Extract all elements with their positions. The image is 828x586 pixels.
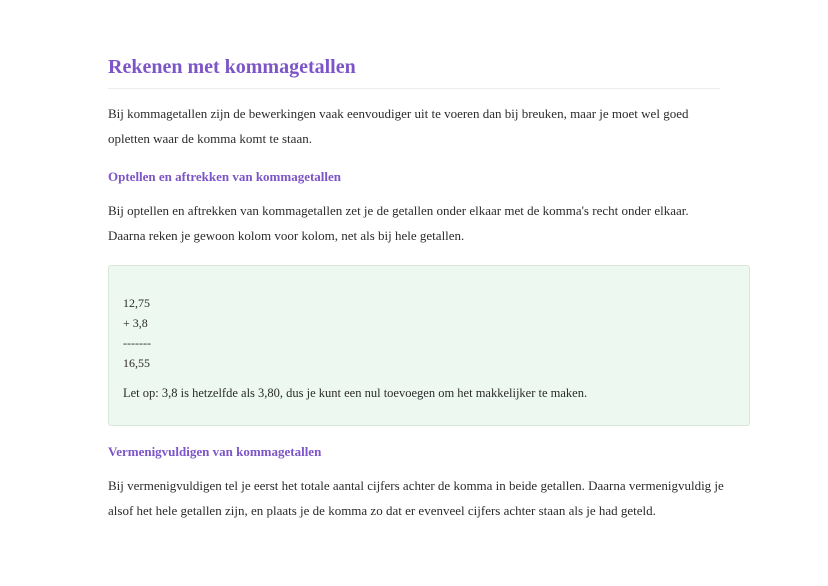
title-divider [108, 88, 720, 89]
section-heading-optellen: Optellen en aftrekken van kommagetallen [108, 169, 342, 184]
section-heading-vermenigvuldigen: Vermenigvuldigen van kommagetallen [108, 444, 322, 459]
page-title: Rekenen met kommagetallen [108, 56, 356, 78]
calc-line-separator: ------- [123, 336, 151, 350]
intro-paragraph: Bij kommagetallen zijn de bewerkingen vaak eenvoudiger uit te voeren dan bij breuken, maar je moet wel goed opletten waar de komma komt te staan. [108, 106, 689, 146]
calc-line-operand-2: + 3,8 [123, 316, 148, 330]
calc-line-operand-1: 12,75 [123, 296, 150, 310]
calculation-block [123, 293, 733, 373]
section-paragraph-optellen: Bij optellen en aftrekken van kommagetallen zet je de getallen onder elkaar met de komma's recht onder elkaar. Daarna reken je gewoon kolom voor kolom, net als bij hele getallen. [108, 203, 689, 243]
example-box [108, 265, 750, 426]
example-note: Let op: 3,8 is hetzelfde als 3,80, dus je kunt een nul toevoegen om het makkelijker te maken. [123, 386, 588, 400]
calc-line-result: 16,55 [123, 356, 150, 370]
section-paragraph-vermenigvuldigen: Bij vermenigvuldigen tel je eerst het totale aantal cijfers achter de komma in beide getallen. Daarna vermenigvuldig je alsof het hele getallen zijn, en plaats je de komma zo dat er evenveel cijfers achter staan als je had geteld. [108, 478, 724, 518]
